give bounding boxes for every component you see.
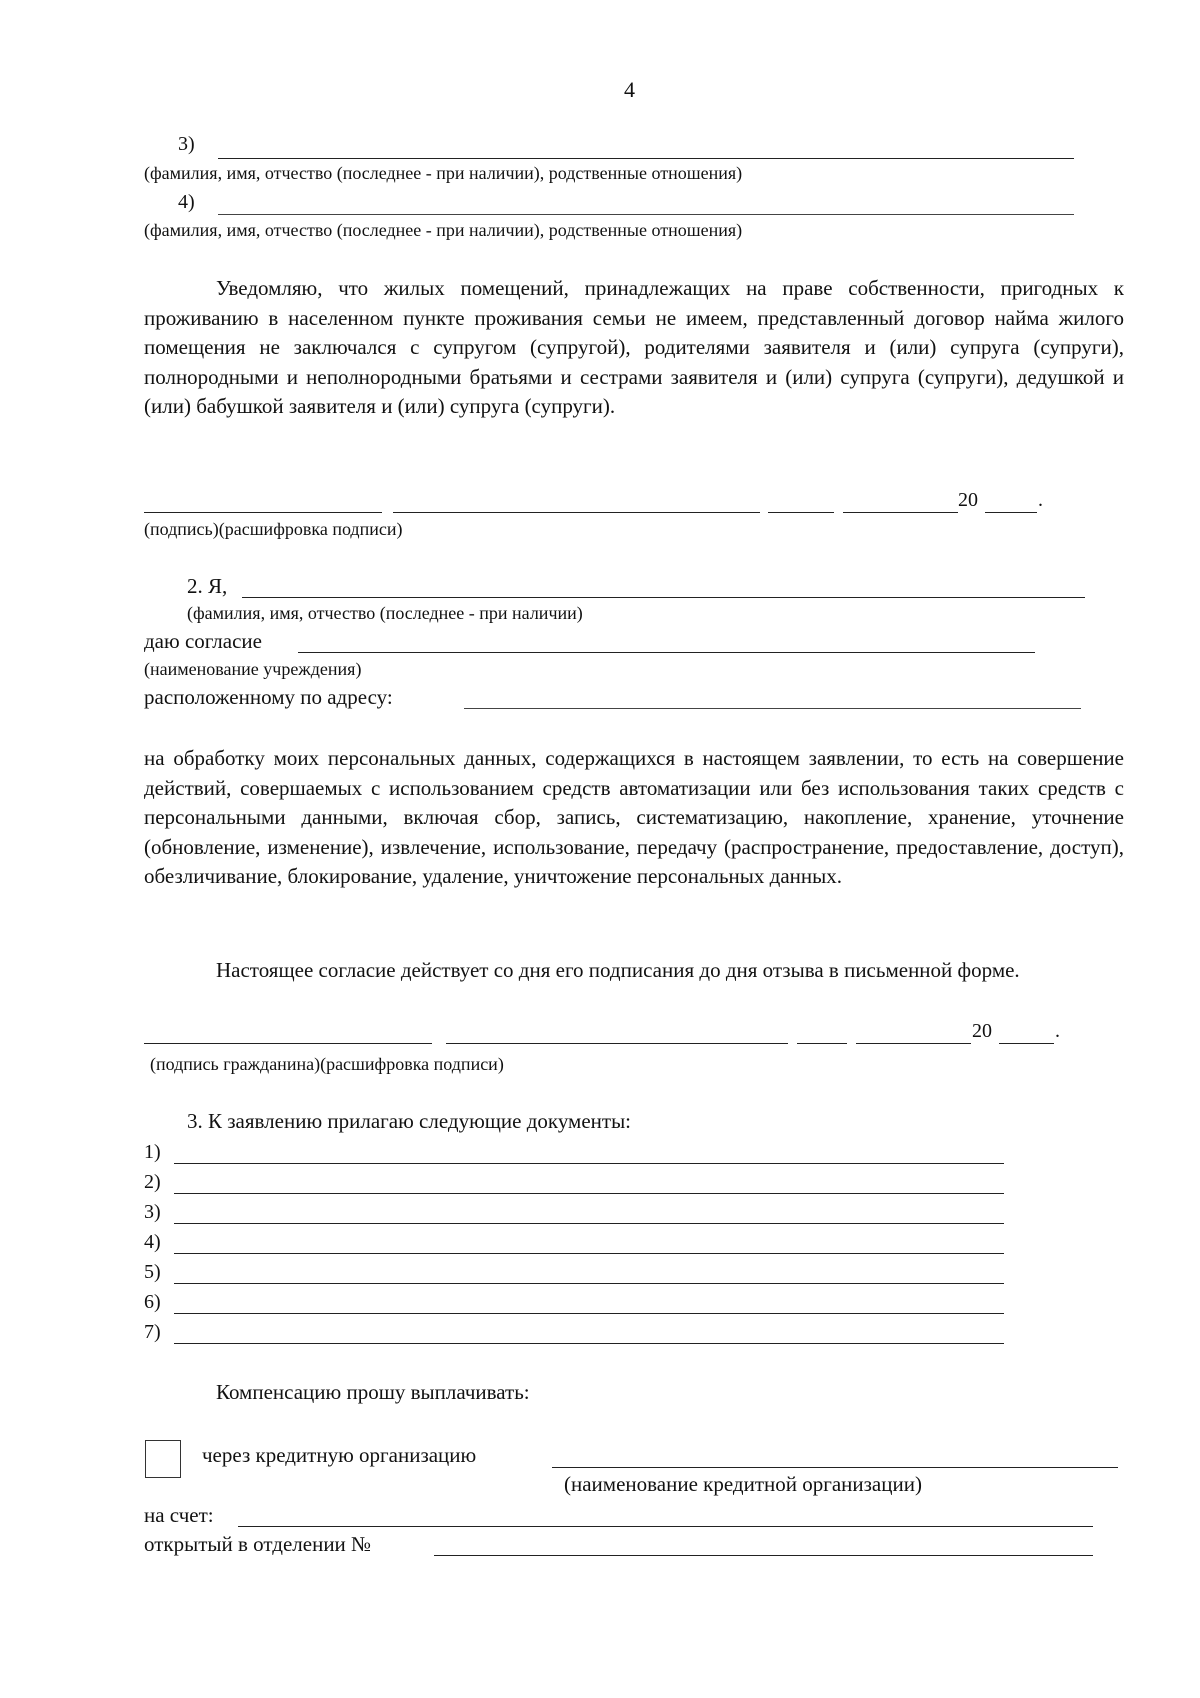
attachment-number: 2) — [144, 1171, 161, 1193]
attachment-line[interactable] — [174, 1193, 1004, 1194]
notice-paragraph: Уведомляю, что жилых помещений, принадлежащих на праве собственности, пригодных к проживанию в населенном пункте проживания семьи не имеем, представленный договор найма жилого помещения не заключался с супругом (супругой), родителями заявителя и (или) супруга (супруги), полнородными и неполнородными братьями и сестрами заявителя и (или) супруга (супруги), дедушкой и (или) бабушкой заявителя и (или) супруга (супруги). — [144, 276, 1124, 418]
signature-caption: (подпись)(расшифровка подписи) — [144, 519, 403, 539]
attachments-heading: 3. К заявлению прилагаю следующие документы: — [187, 1109, 632, 1133]
bank-name-line[interactable] — [552, 1467, 1118, 1468]
branch-line[interactable] — [434, 1555, 1093, 1556]
institution-caption: (наименование учреждения) — [144, 659, 362, 679]
date-period: . — [1055, 1020, 1060, 1042]
bank-checkbox[interactable] — [145, 1440, 181, 1478]
attachment-number: 7) — [144, 1321, 161, 1343]
attachment-line[interactable] — [174, 1283, 1004, 1284]
institution-line[interactable] — [298, 652, 1035, 653]
branch-label: открытый в отделении № — [144, 1532, 372, 1556]
date-month-line[interactable] — [856, 1043, 971, 1044]
relative-caption: (фамилия, имя, отчество (последнее - при наличии), родственные отношения) — [144, 163, 743, 183]
consent-fio-line[interactable] — [242, 597, 1085, 598]
date-month-line[interactable] — [843, 512, 958, 513]
date-period: . — [1038, 489, 1043, 511]
signature-caption: (подпись гражданина)(расшифровка подписи) — [150, 1054, 504, 1074]
relative-number: 3) — [178, 133, 195, 155]
year-prefix: 20 — [958, 489, 978, 511]
attachment-line[interactable] — [174, 1313, 1004, 1314]
signature-decryption-line[interactable] — [446, 1043, 788, 1044]
relative-caption: (фамилия, имя, отчество (последнее - при наличии), родственные отношения) — [144, 220, 743, 240]
date-day-line[interactable] — [797, 1043, 847, 1044]
address-line[interactable] — [464, 708, 1081, 709]
consent-label: 2. Я, — [187, 574, 228, 598]
attachment-number: 3) — [144, 1201, 161, 1223]
attachment-number: 5) — [144, 1261, 161, 1283]
attachment-number: 1) — [144, 1141, 161, 1163]
signature-line[interactable] — [144, 512, 382, 513]
attachment-line[interactable] — [174, 1223, 1004, 1224]
date-year-line[interactable] — [985, 512, 1037, 513]
relative-number: 4) — [178, 191, 195, 213]
attachment-line[interactable] — [174, 1343, 1004, 1344]
account-line[interactable] — [238, 1526, 1093, 1527]
validity-paragraph: Настоящее согласие действует со дня его подписания до дня отзыва в письменной форме. — [216, 958, 1020, 982]
date-year-line[interactable] — [999, 1043, 1054, 1044]
bank-caption: (наименование кредитной организации) — [564, 1472, 922, 1496]
attachment-line[interactable] — [174, 1253, 1004, 1254]
bank-label: через кредитную организацию — [202, 1443, 477, 1467]
attachment-line[interactable] — [174, 1163, 1004, 1164]
agree-label: даю согласие — [144, 629, 262, 653]
attachment-number: 4) — [144, 1231, 161, 1253]
attachment-number: 6) — [144, 1291, 161, 1313]
relative-4-line[interactable] — [218, 214, 1074, 215]
citizen-signature-line[interactable] — [144, 1043, 432, 1044]
signature-decryption-line[interactable] — [393, 512, 760, 513]
year-prefix: 20 — [972, 1020, 992, 1042]
page-number: 4 — [624, 77, 635, 102]
relative-3-line[interactable] — [218, 158, 1074, 159]
fio-caption: (фамилия, имя, отчество (последнее - при наличии) — [187, 603, 583, 623]
processing-paragraph: на обработку моих персональных данных, содержащихся в настоящем заявлении, то есть на совершение действий, совершаемых с использованием средств автоматизации или без использования таких средств с персональными данными, включая сбор, запись, систематизацию, накопление, хранение, уточнение (обновление, изменение), извлечение, использование, передачу (распространение, предоставление, доступ), обезличивание, блокирование, удаление, уничтожение персональных данных. — [144, 746, 1124, 888]
payment-heading: Компенсацию прошу выплачивать: — [216, 1380, 530, 1404]
account-label: на счет: — [144, 1503, 214, 1527]
address-label: расположенному по адресу: — [144, 685, 393, 709]
date-day-line[interactable] — [768, 512, 834, 513]
